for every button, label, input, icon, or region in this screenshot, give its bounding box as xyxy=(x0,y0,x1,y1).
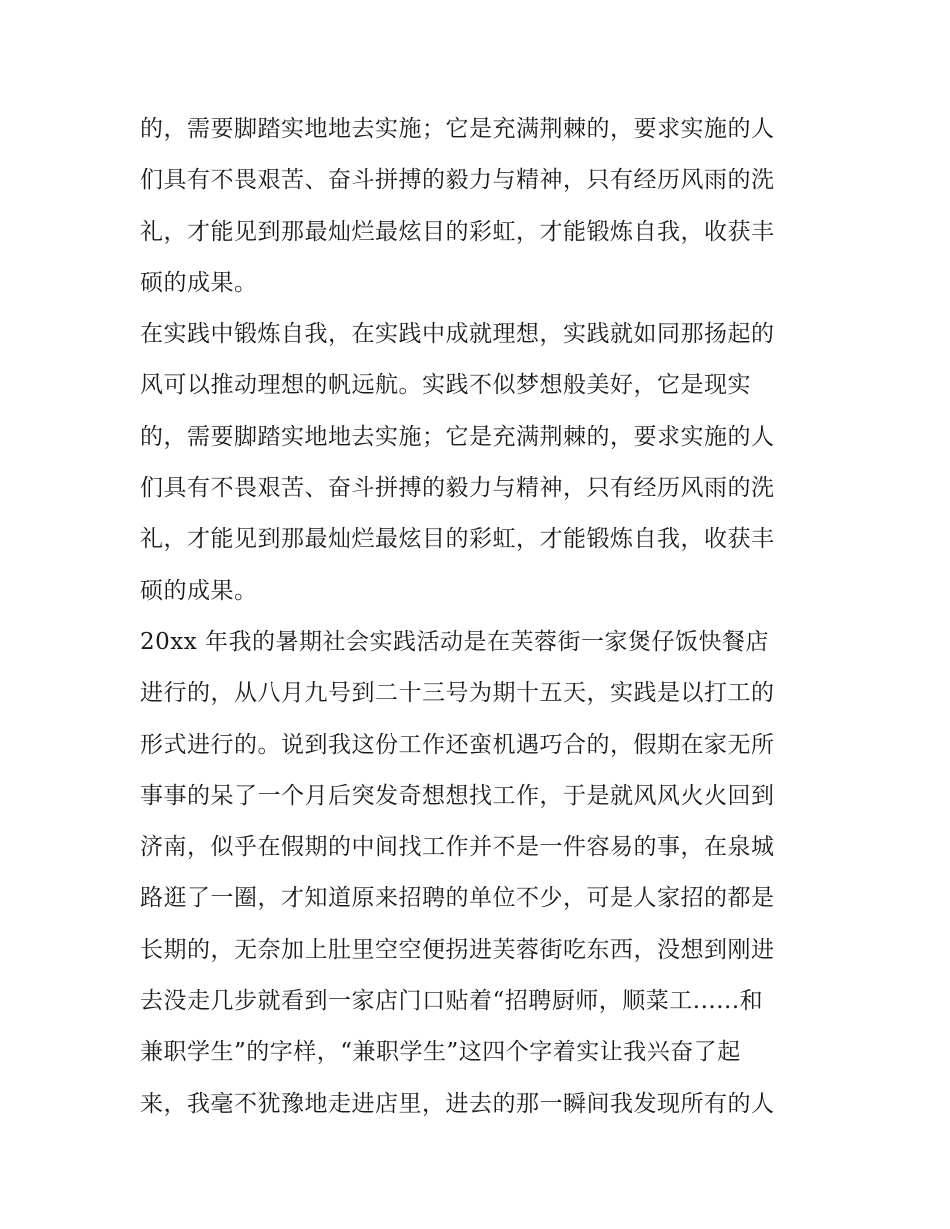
text-line: 礼，才能见到那最灿烂最炫目的彩虹，才能锻炼自我，收获丰 xyxy=(140,218,775,245)
text-line: 20xx 年我的暑期社会实践活动是在芙蓉街一家煲仔饭快餐店 xyxy=(140,628,770,655)
text-line: 事事的呆了一个月后突发奇想想找工作，于是就风风火火回到 xyxy=(140,782,775,809)
text-line: 硕的成果。 xyxy=(140,577,258,604)
text-line: 的，需要脚踏实地地去实施；它是充满荆棘的，要求实施的人 xyxy=(140,423,775,450)
text-line: 兼职学生”的字样，“兼职学生”这四个字着实让我兴奋了起 xyxy=(140,1039,741,1066)
text-line: 们具有不畏艰苦、奋斗拼搏的毅力与精神，只有经历风雨的洗 xyxy=(140,167,775,194)
text-line: 进行的，从八月九号到二十三号为期十五天，实践是以打工的 xyxy=(140,680,775,707)
text-line: 路逛了一圈，才知道原来招聘的单位不少，可是人家招的都是 xyxy=(140,885,775,912)
text-line: 来，我毫不犹豫地走进店里，进去的那一瞬间我发现所有的人 xyxy=(140,1090,775,1117)
text-line: 去没走几步就看到一家店门口贴着“招聘厨师，顺菜工......和 xyxy=(140,988,764,1015)
text-line: 形式进行的。说到我这份工作还蛮机遇巧合的，假期在家无所 xyxy=(140,731,775,758)
text-line: 们具有不畏艰苦、奋斗拼搏的毅力与精神，只有经历风雨的洗 xyxy=(140,475,775,502)
body-text xyxy=(140,104,830,1130)
text-line: 长期的，无奈加上肚里空空便拐进芙蓉街吃东西，没想到刚进 xyxy=(140,936,775,963)
text-line: 风可以推动理想的帆远航。实践不似梦想般美好，它是现实 xyxy=(140,372,751,399)
text-line: 的，需要脚踏实地地去实施；它是充满荆棘的，要求实施的人 xyxy=(140,116,775,142)
text-line: 硕的成果。 xyxy=(140,269,258,296)
text-line: 济南，似乎在假期的中间找工作并不是一件容易的事，在泉城 xyxy=(140,834,775,861)
text-line: 礼，才能见到那最灿烂最炫目的彩虹，才能锻炼自我，收获丰 xyxy=(140,526,775,553)
text-line: 在实践中锻炼自我，在实践中成就理想，实践就如同那扬起的 xyxy=(140,321,775,348)
